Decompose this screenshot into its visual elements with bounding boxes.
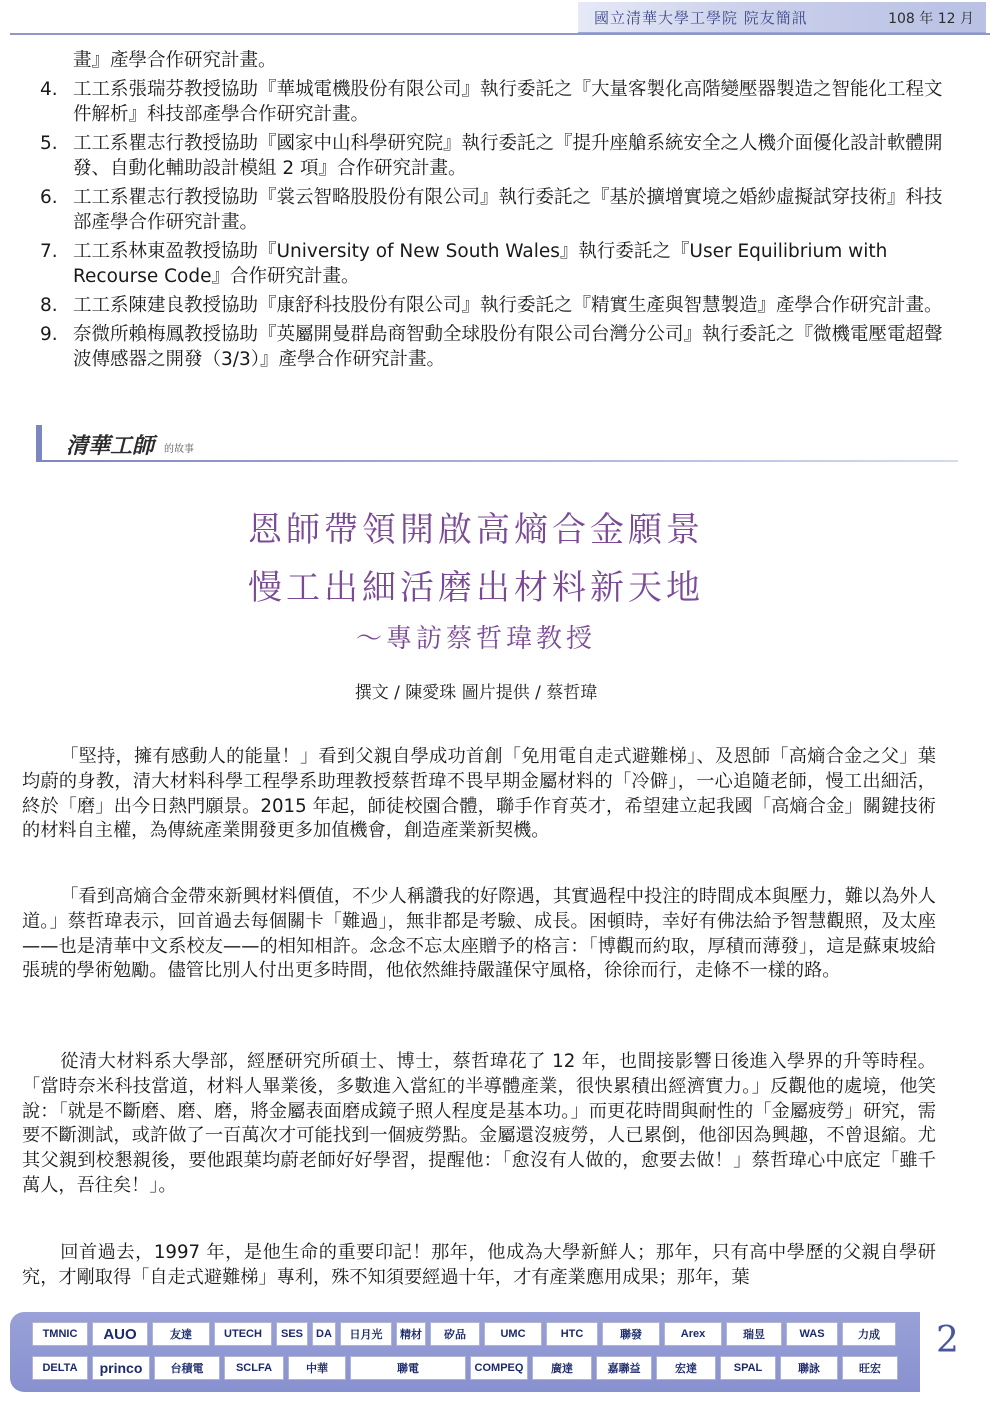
list-item [40, 131, 960, 181]
sponsor-logo: Arex [664, 1322, 722, 1346]
sponsor-logo: 宏達 [656, 1356, 716, 1380]
sponsor-logo: SCLFA [224, 1356, 284, 1380]
sponsor-logo: HTC [546, 1322, 598, 1346]
sponsor-logo-row [32, 1356, 898, 1380]
list-item [40, 239, 960, 289]
list-item-number: 4. [40, 79, 58, 100]
section-header [36, 425, 958, 462]
sponsor-logo: 聯詠 [780, 1356, 838, 1380]
list-item-text: 畫』產學合作研究計畫。 [73, 50, 277, 71]
sponsor-logo: WAS [786, 1322, 838, 1346]
list-item-number: 8. [40, 295, 58, 316]
list-item-text: 工工系陳建良教授協助『康舒科技股份有限公司』執行委託之『精實生產與智慧製造』產學合作研究計畫。 [73, 295, 943, 316]
sponsor-logo: 旺宏 [842, 1356, 898, 1380]
sponsor-logo: 精材 [396, 1322, 426, 1346]
page-number: 2 [936, 1320, 959, 1361]
sponsor-logo: UTECH [214, 1322, 272, 1346]
list-item-number: 5. [40, 133, 58, 154]
list-item [40, 322, 960, 372]
sponsor-logo: 力成 [842, 1322, 896, 1346]
sponsor-logo: DA [312, 1322, 336, 1346]
section-title: 清華工師 [66, 433, 155, 459]
article-paragraph: 「看到高熵合金帶來新興材料價值，不少人稱讚我的好際遇，其實過程中投注的時間成本與壓力，難以為外人道。」蔡哲瑋表示，回首過去每個關卡「難過」，無非都是考驗、成長。困頓時，幸好有佛法給予智慧觀照，及太座——也是清華中文系校友——的相知相許。念念不忘太座贈予的格言：「博觀而約取，厚積而薄發」，這是蘇東坡給張琥的學術勉勵。儘管比別人付出更多時間，他依然維持嚴謹保守風格，徐徐而行，走條不一樣的路。 [22, 886, 936, 982]
list-item-text: 奈微所賴梅鳳教授協助『英屬開曼群島商智動全球股份有限公司台灣分公司』執行委託之『微機電壓電超聲波傳感器之開發（3/3）』產學合作研究計畫。 [73, 324, 943, 370]
list-item-text: 工工系瞿志行教授協助『裳云智略股股份有限公司』執行委託之『基於擴增實境之婚紗虛擬試穿技術』科技部產學合作研究計畫。 [73, 187, 943, 233]
list-item-number: 9. [40, 324, 58, 345]
header-divider [10, 33, 990, 35]
article-title-line1: 恩師帶領開啟高熵合金願景 [248, 510, 704, 550]
list-item [40, 293, 960, 318]
section-divider [36, 460, 958, 462]
article-paragraph: 「堅持，擁有感動人的能量！」看到父親自學成功首創「免用電自走式避難梯」、及恩師「高熵合金之父」葉均蔚的身教，清大材料科學工程學系助理教授蔡哲瑋不畏早期金屬材料的「冷僻」，一心追隨老師，慢工出細活，終於「磨」出今日熱門願景。2015 年起，師徒校園合體，聯手作育英才，希望建立起我國「高熵合金」關鍵技術的材料自主權，為傳統產業開發更多加值機會，創造產業新契機。 [22, 746, 936, 842]
header-banner [578, 2, 986, 33]
sponsor-logo: 瑞昱 [726, 1322, 782, 1346]
sponsor-logo: UMC [484, 1322, 542, 1346]
sponsor-logo: DELTA [32, 1356, 88, 1380]
sponsor-logo: 聯電 [350, 1356, 466, 1380]
section-subtitle: 的故事 [164, 444, 194, 455]
article-title-line2: 慢工出細活磨出材料新天地 [248, 568, 704, 608]
sponsor-logo: COMPEQ [470, 1356, 528, 1380]
sponsor-logo: 廣達 [532, 1356, 592, 1380]
sponsor-logo: 聯發 [602, 1322, 660, 1346]
sponsor-logo: SES [276, 1322, 308, 1346]
sponsor-logo: 友達 [152, 1322, 210, 1346]
publication-name: 國立清華大學工學院 院友簡訊 [594, 9, 808, 27]
article-subtitle: ～專訪蔡哲瑋教授 [355, 624, 596, 654]
list-item [40, 185, 960, 235]
article-paragraph: 回首過去，1997 年，是他生命的重要印記！那年，他成為大學新鮮人；那年，只有高中學歷的父親自學研究，才剛取得「自走式避難梯」專利，殊不知須要經過十年，才有產業應用成果；那年，葉 [22, 1242, 936, 1288]
project-list [40, 48, 960, 376]
list-item-text: 工工系林東盈教授協助『University of New South Wales』執行委託之『User Equilibrium with Recourse Code』合作研究計畫。 [73, 241, 888, 287]
list-item-text: 工工系瞿志行教授協助『國家中山科學研究院』執行委託之『提升座艙系統安全之人機介面優化設計軟體開發、自動化輔助設計模組 2 項』合作研究計畫。 [73, 133, 943, 179]
sponsor-logo: SPAL [720, 1356, 776, 1380]
sponsor-logo: TMNIC [32, 1322, 88, 1346]
list-item-text: 工工系張瑞芬教授協助『華城電機股份有限公司』執行委託之『大量客製化高階變壓器製造之智能化工程文件解析』科技部產學合作研究計畫。 [73, 79, 943, 125]
sponsor-logo: 中華 [288, 1356, 346, 1380]
sponsor-logo-row [32, 1322, 896, 1346]
article-byline: 撰文 / 陳愛珠 圖片提供 / 蔡哲瑋 [354, 683, 598, 703]
issue-date: 108 年 12 月 [888, 11, 974, 27]
list-item [40, 48, 960, 73]
sponsor-logo: 嘉聯益 [596, 1356, 652, 1380]
section-accent-strip [36, 425, 42, 462]
sponsor-footer [10, 1312, 920, 1392]
sponsor-logo: AUO [92, 1322, 148, 1346]
article-paragraph: 從清大材料系大學部，經歷研究所碩士、博士，蔡哲瑋花了 12 年，也間接影響日後進入學界的升等時程。「當時奈米科技當道，材料人畢業後，多數進入當紅的半導體產業，很快累積出經濟實力。」反觀他的處境，他笑說：「就是不斷磨、磨、磨，將金屬表面磨成鏡子照人程度是基本功。」而更花時間與耐性的「金屬疲勞」研究，需要不斷測試，或許做了一百萬次才可能找到一個疲勞點。金屬還沒疲勞，人已累倒，他卻因為興趣，不曾退縮。尤其父親到校懇親後，要他跟葉均蔚老師好好學習，提醒他：「愈沒有人做的，愈要去做！」蔡哲瑋心中底定「雖千萬人，吾往矣！」。 [22, 1051, 936, 1196]
sponsor-logo: 日月光 [340, 1322, 392, 1346]
list-item-number: 6. [40, 187, 58, 208]
list-item [40, 77, 960, 127]
sponsor-logo: 台積電 [154, 1356, 220, 1380]
sponsor-logo: 矽品 [430, 1322, 480, 1346]
sponsor-logo: princo [92, 1356, 150, 1380]
list-item-number: 7. [40, 241, 58, 262]
